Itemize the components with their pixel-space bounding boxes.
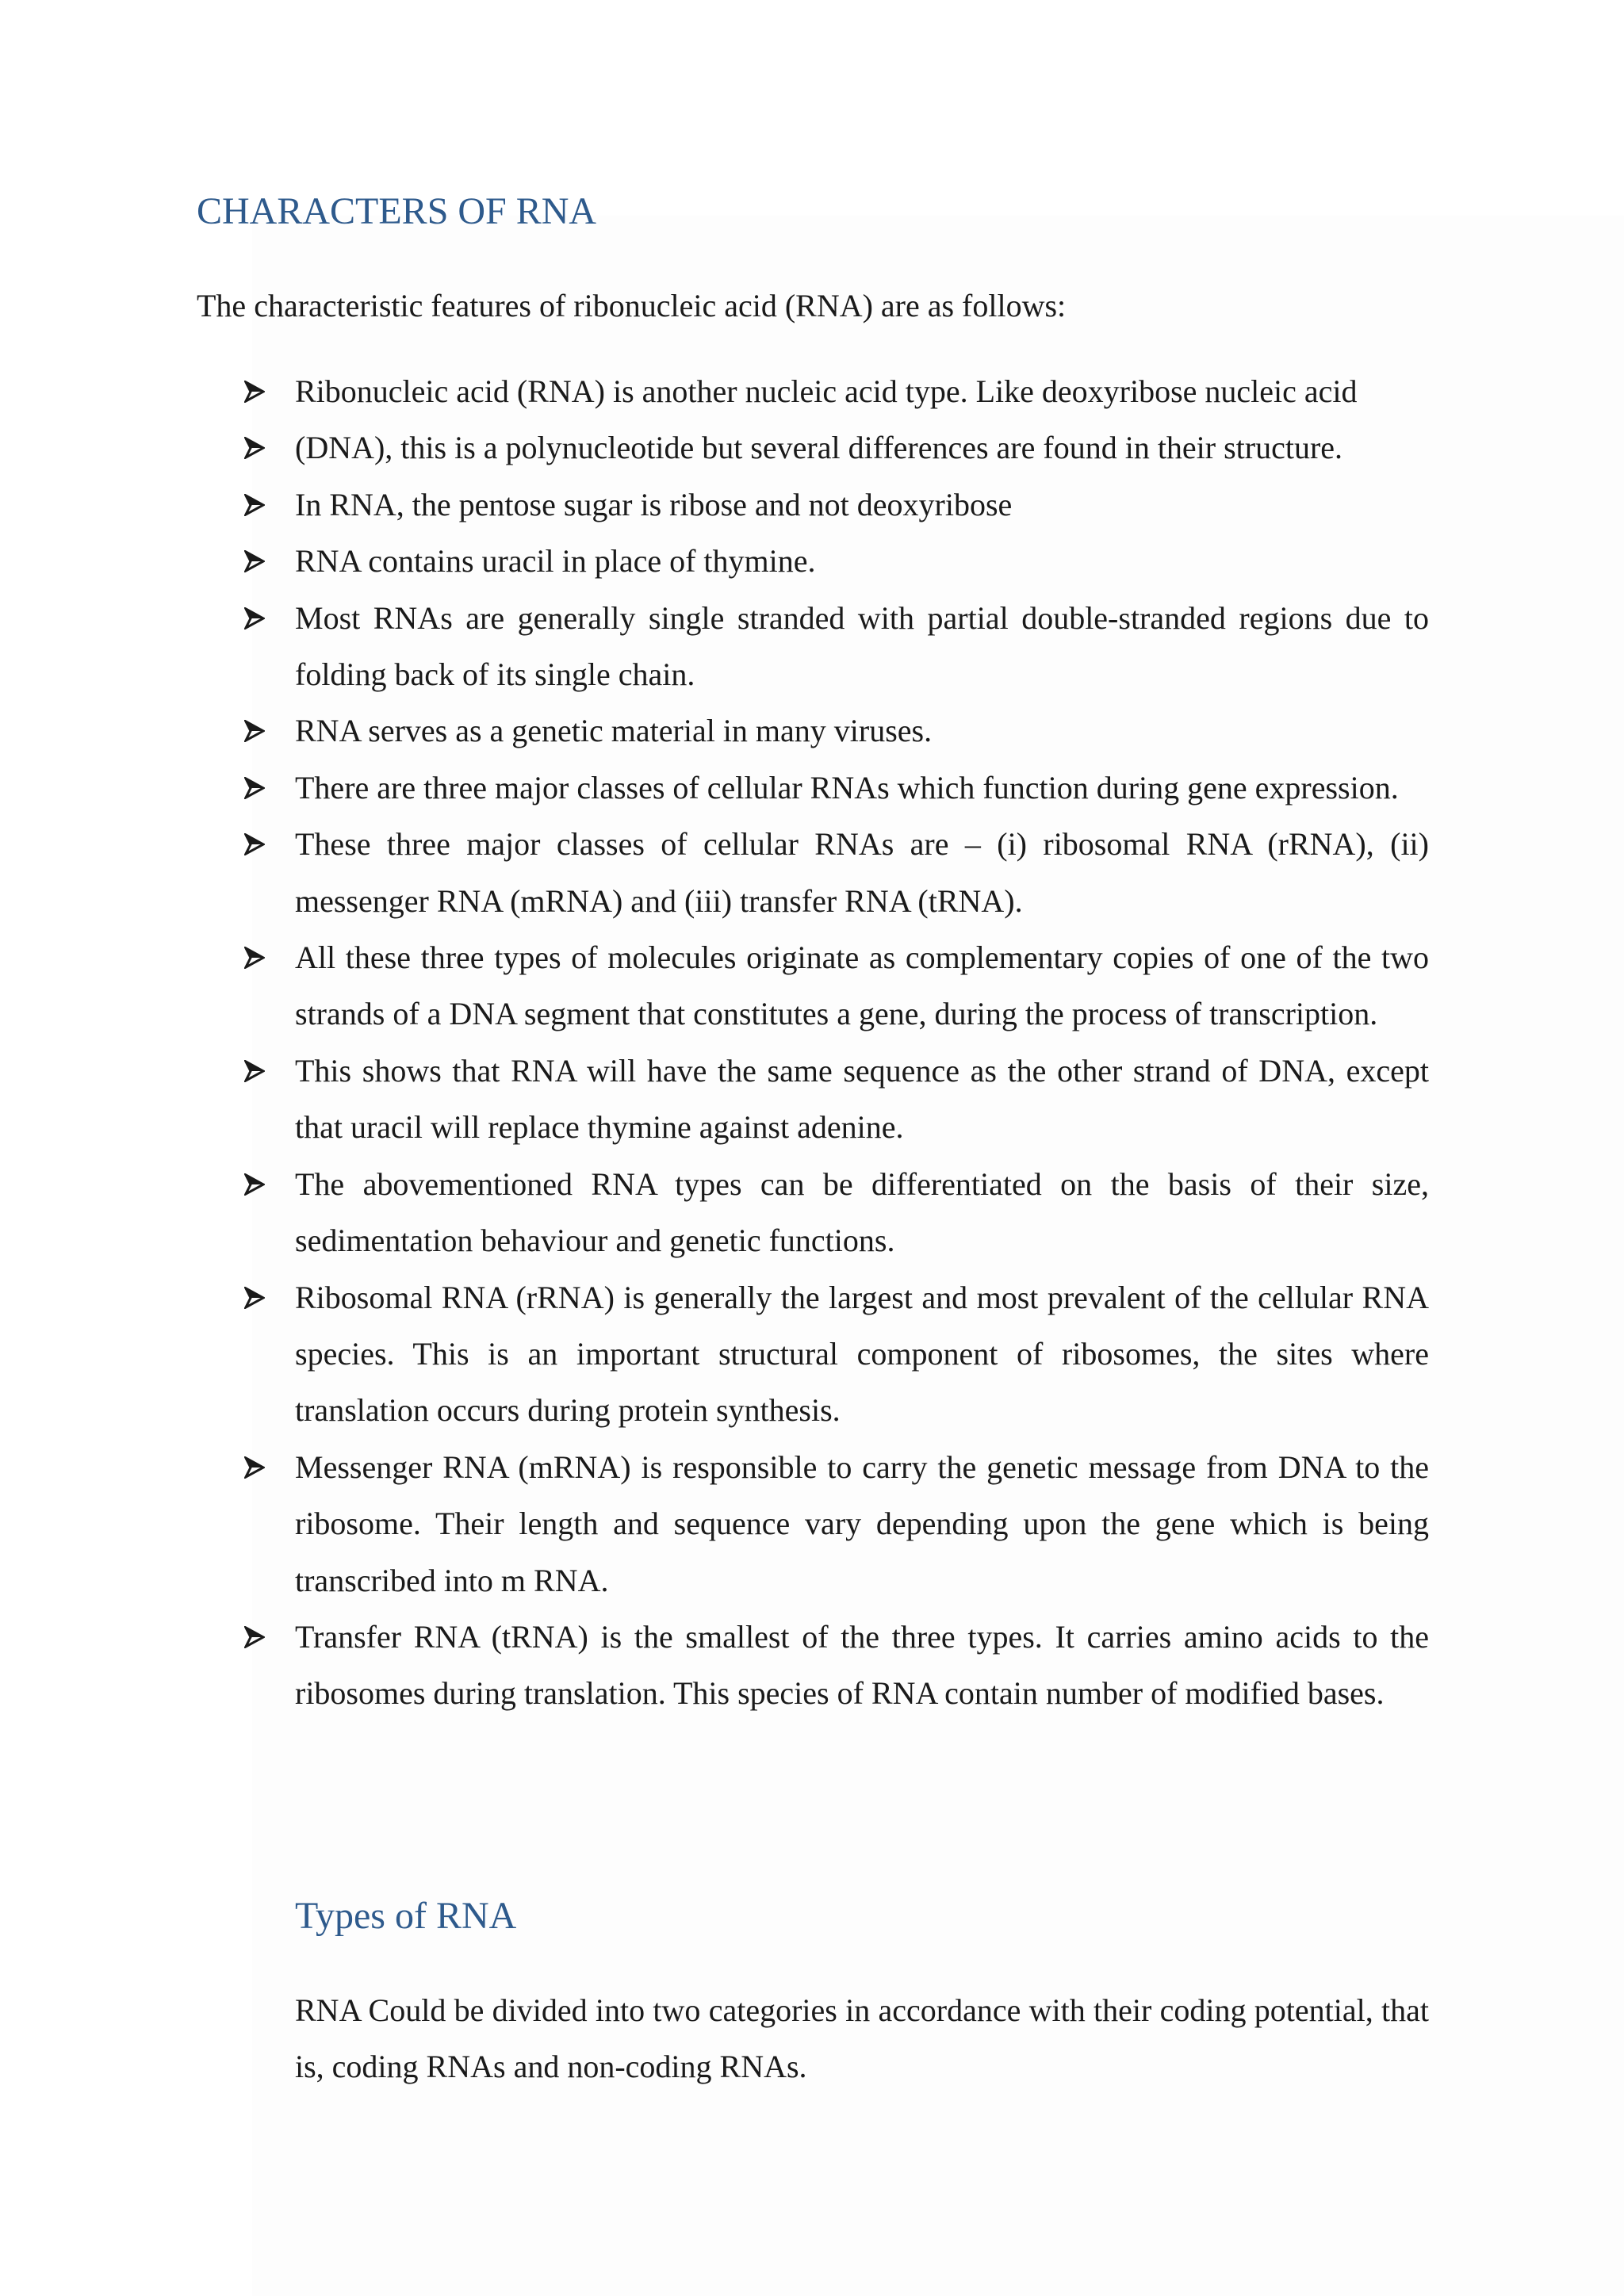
arrowhead-bullet-icon: [244, 476, 273, 533]
list-item: [0, 533, 1624, 589]
arrowhead-bullet-icon: [244, 590, 273, 646]
list-item-text: Ribonucleic acid (RNA) is another nucleic acid type. Like deoxyribose nucleic acid: [295, 373, 1358, 409]
list-item-text: In RNA, the pentose sugar is ribose and not deoxyribose: [295, 486, 1013, 522]
arrowhead-bullet-icon: [244, 1043, 273, 1099]
list-item: [0, 419, 1624, 476]
list-item: [0, 476, 1624, 533]
list-item: [0, 929, 1624, 1043]
list-item: [0, 1043, 1624, 1156]
arrowhead-bullet-icon: [244, 702, 273, 759]
list-item: [0, 760, 1624, 816]
intro-paragraph: The characteristic features of ribonucleic acid (RNA) are as follows:: [197, 288, 1067, 323]
arrowhead-bullet-icon: [244, 419, 273, 476]
list-item-text: RNA serves as a genetic material in many viruses.: [295, 713, 933, 749]
list-item: [0, 1156, 1624, 1269]
list-item: [0, 702, 1624, 759]
list-item-text: RNA contains uracil in place of thymine.: [295, 543, 816, 580]
arrowhead-bullet-icon: [244, 533, 273, 589]
subsection-heading: Types of RNA: [295, 1895, 517, 1937]
arrowhead-bullet-icon: [244, 760, 273, 816]
list-item: [0, 1439, 1624, 1609]
list-item-text: Ribosomal RNA (rRNA) is generally the largest and most prevalent of the cellular RNA species. This is an important structural component of ribosomes, the sites where translation occurs during protein synthesis.: [295, 1279, 1429, 1429]
list-item-text: Messenger RNA (mRNA) is responsible to carry the genetic message from DNA to the ribosome. Their length and sequence vary depending upon the gene which is being transcribed into m RNA.: [295, 1448, 1429, 1598]
list-item: [0, 816, 1624, 929]
list-item: [0, 1269, 1624, 1439]
list-item: [0, 590, 1624, 703]
list-item-text: These three major classes of cellular RNAs are – (i) ribosomal RNA (rRNA), (ii) messenger RNA (mRNA) and (iii) transfer RNA (tRNA).: [295, 826, 1429, 919]
arrowhead-bullet-icon: [244, 816, 273, 872]
section-heading: CHARACTERS OF RNA: [197, 190, 597, 232]
list-item-text: The abovementioned RNA types can be differentiated on the basis of their size, sedimentation behaviour and genetic functions.: [295, 1165, 1429, 1259]
list-item-text: There are three major classes of cellular RNAs which function during gene expression.: [295, 769, 1399, 806]
types-paragraph: RNA Could be divided into two categories in accordance with their coding potential, that is, coding RNAs and non-coding RNAs.: [295, 1992, 1429, 2085]
arrowhead-bullet-icon: [244, 1156, 273, 1212]
arrowhead-bullet-icon: [244, 1269, 273, 1326]
list-item-text: All these three types of molecules originate as complementary copies of one of the two strands of a DNA segment that constitutes a gene, during the process of transcription.: [295, 939, 1429, 1032]
arrowhead-bullet-icon: [244, 1439, 273, 1495]
list-item: [0, 1609, 1624, 1722]
arrowhead-bullet-icon: [244, 929, 273, 985]
list-item-text: (DNA), this is a polynucleotide but several differences are found in their structure.: [295, 430, 1343, 466]
list-item: [0, 363, 1624, 419]
feature-list: [0, 363, 1624, 1722]
arrowhead-bullet-icon: [244, 1609, 273, 1665]
arrowhead-bullet-icon: [244, 363, 273, 419]
list-item-text: Most RNAs are generally single stranded with partial double-stranded regions due to folding back of its single chain.: [295, 599, 1429, 693]
list-item-text: This shows that RNA will have the same sequence as the other strand of DNA, except that uracil will replace thymine against adenine.: [295, 1052, 1429, 1146]
list-item-text: Transfer RNA (tRNA) is the smallest of the three types. It carries amino acids to the ribosomes during translation. This species of RNA contain number of modified bases.: [295, 1618, 1429, 1712]
